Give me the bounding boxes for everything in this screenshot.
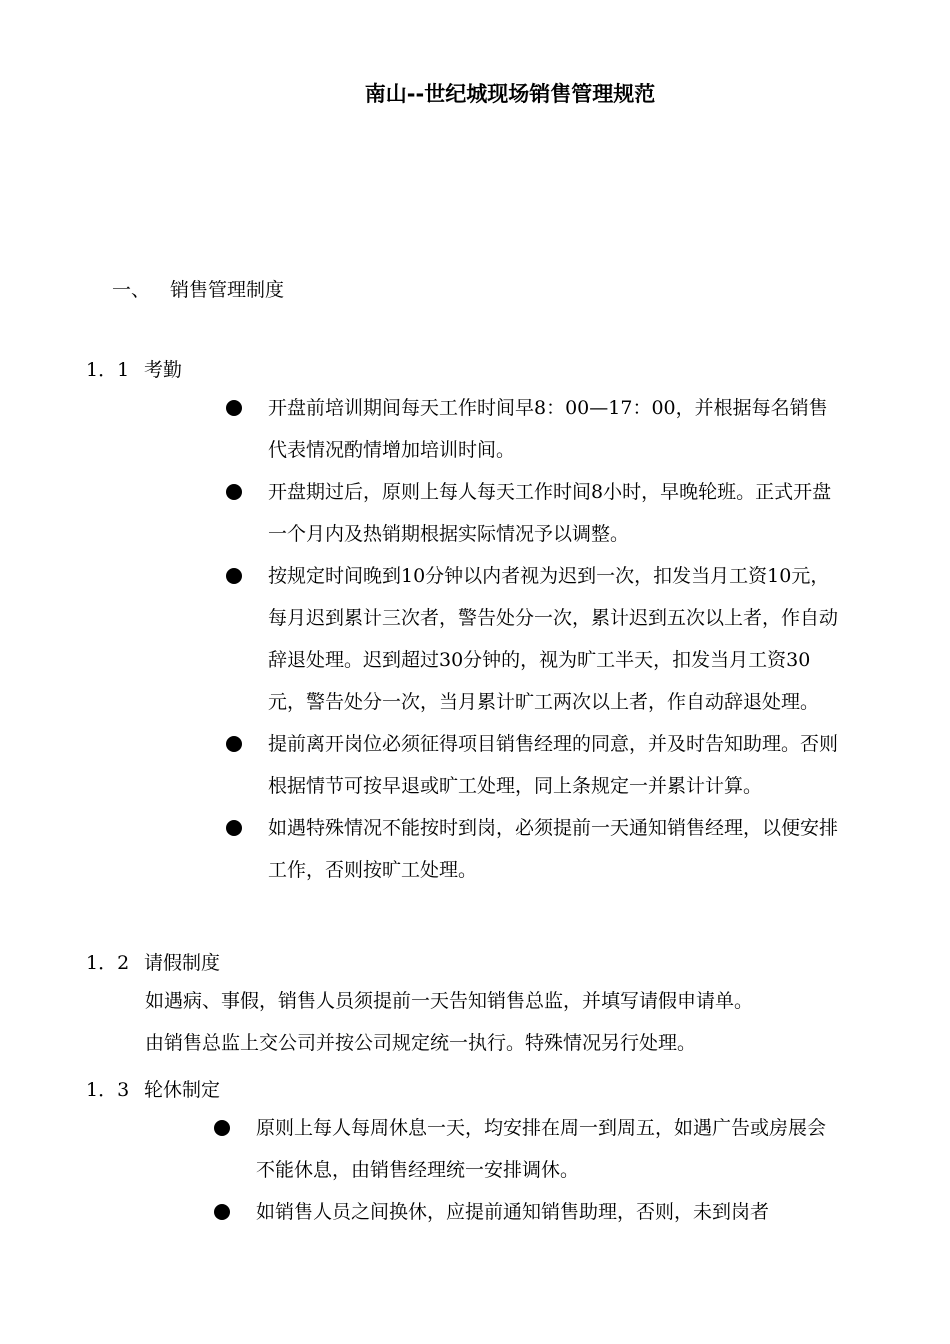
list-item-text: 开盘前培训期间每天工作时间早8：00—17：00，并根据每名销售代表情况酌情增加培训时间。 [268,397,828,461]
leave-paragraph-line: 如遇病、事假，销售人员须提前一天告知销售总监，并填写请假申请单。 [145,990,754,1012]
bullet-icon [226,400,242,416]
section-number: 一、 [112,279,151,301]
list-item [214,1107,834,1191]
subsection-heading-rest-rotation [86,1075,220,1102]
subsection-heading-attendance [86,355,182,382]
bullet-icon [214,1120,230,1136]
list-item-text: 如遇特殊情况不能按时到岗，必须提前一天通知销售经理，以便安排工作，否则按旷工处理。 [268,817,839,881]
subsection-label: 考勤 [144,359,183,381]
bullet-icon [226,568,242,584]
list-item [226,723,846,807]
subsection-label: 请假制度 [144,952,221,974]
list-item [226,807,846,891]
list-item [214,1191,834,1233]
list-item-text: 原则上每人每周休息一天，均安排在周一到周五，如遇广告或房展会不能休息，由销售经理统一安排调休。 [256,1117,827,1181]
bullet-icon [226,820,242,836]
bullet-icon [226,736,242,752]
section-heading-1 [112,275,284,302]
leave-paragraph-line: 由销售总监上交公司并按公司规定统一执行。特殊情况另行处理。 [145,1032,697,1054]
list-item [226,387,846,471]
page-title: 南山--世纪城现场销售管理规范 [364,82,656,106]
bullet-icon [226,484,242,500]
subsection-number: 1．1 [86,359,130,381]
list-item [226,555,846,723]
list-item [226,471,846,555]
attendance-rules-list [226,387,846,891]
subsection-number: 1．2 [86,952,130,974]
section-label: 销售管理制度 [170,279,285,301]
list-item-text: 按规定时间晚到10分钟以内者视为迟到一次，扣发当月工资10元，每月迟到累计三次者，警告处分一次，累计迟到五次以上者，作自动辞退处理。迟到超过30分钟的，视为旷工半天，扣发当月工资30元，警告处分一次，当月累计旷工两次以上者，作自动辞退处理。 [268,565,839,713]
subsection-label: 轮休制定 [144,1079,221,1101]
bullet-icon [214,1204,230,1220]
subsection-heading-leave [86,948,220,975]
rest-rotation-rules-list [214,1107,834,1233]
list-item-text: 如销售人员之间换休，应提前通知销售助理，否则，未到岗者 [256,1201,770,1223]
list-item-text: 提前离开岗位必须征得项目销售经理的同意，并及时告知助理。否则根据情节可按早退或旷工处理，同上条规定一并累计计算。 [268,733,839,797]
list-item-text: 开盘期过后，原则上每人每天工作时间8小时，早晚轮班。正式开盘一个月内及热销期根据实际情况予以调整。 [268,481,832,545]
subsection-number: 1．3 [86,1079,130,1101]
